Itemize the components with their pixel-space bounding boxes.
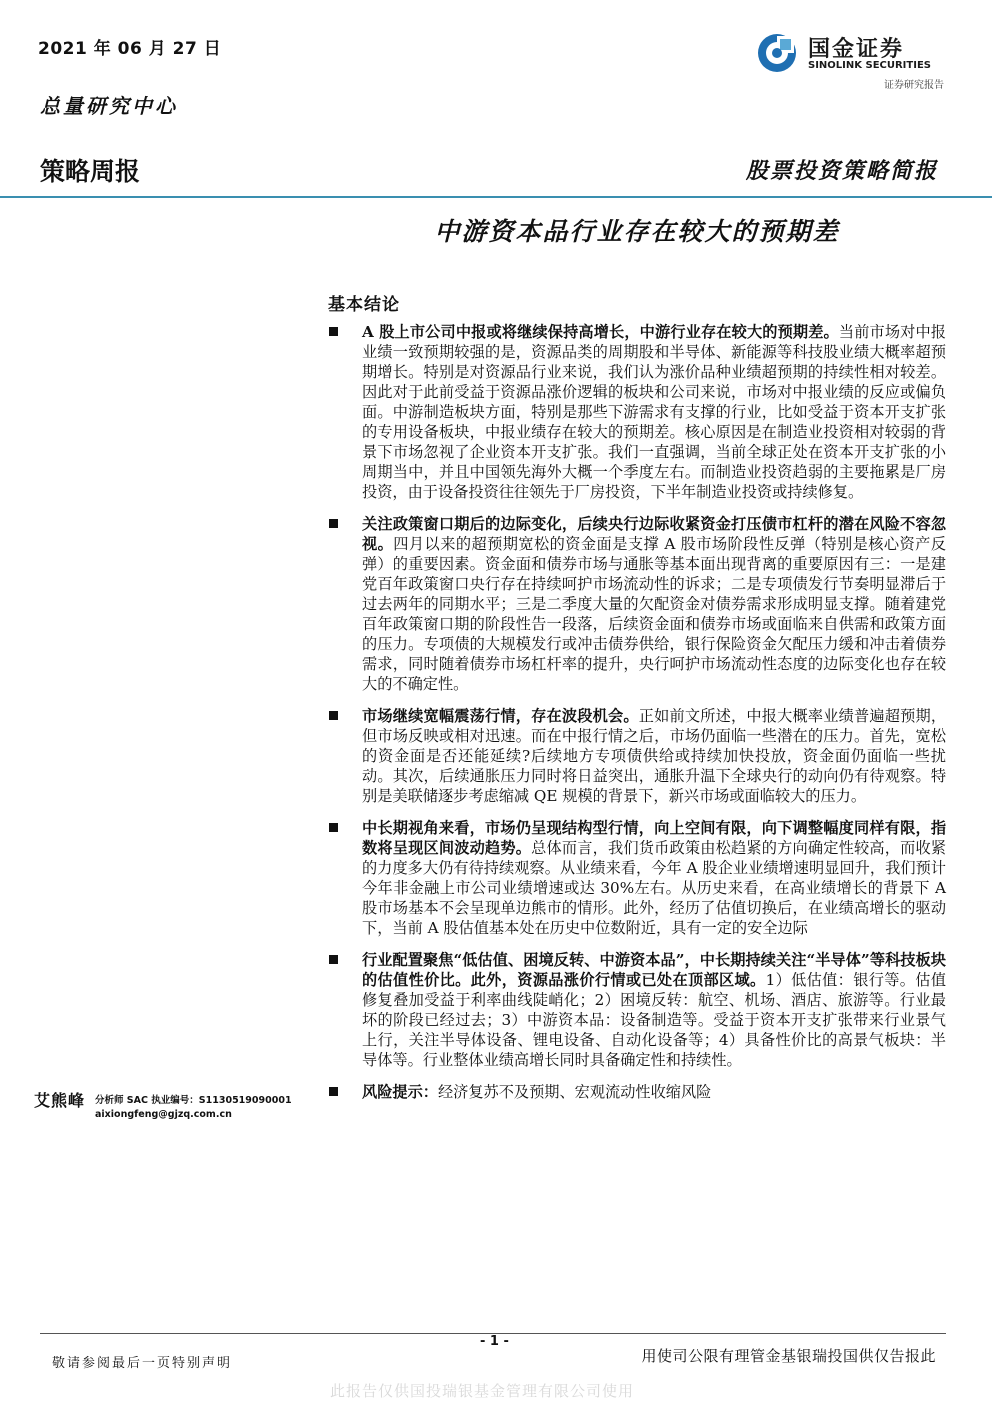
- report-title: 中游资本品行业存在较大的预期差: [434, 217, 840, 246]
- bullet-square-icon: [329, 823, 338, 832]
- analyst-license: 分析师 SAC 执业编号：S1130519090001: [95, 1095, 292, 1106]
- watermark: 此报告仅供国投瑞银基金管理有限公司使用: [330, 1382, 635, 1400]
- bullet-text: 总体而言，我们货币政策由松趋紧的方向确定性较高，而收紧的力度多大仍有待持续观察。从业绩来看，今年 A 股企业业绩增速明显回升，我们预计今年非金融上市公司业绩增速或达 30%左右。从历史来看，在高业绩增长的背景下 A 股市场基本不会呈现单边熊市的情形。此外，经历了估值切换后，在业绩高增长的驱动下，当前 A 股估值基本处在历史中位数附近，具有一定的安全边际: [362, 839, 947, 937]
- footer-right-text: 用使司公限有理管金基银瑞投国供仅告报此: [641, 1347, 936, 1365]
- list-item: [326, 818, 946, 938]
- bullet-square-icon: [329, 1087, 338, 1096]
- list-item: [326, 322, 946, 502]
- analyst-info: [95, 1094, 292, 1122]
- bullet-lead: 中长期视角来看，市场仍呈现结构型行情，向上空间有限，向下调整幅度同样有限，指数将呈现区间波动趋势。: [362, 819, 946, 857]
- research-center: 总量研究中心: [40, 94, 178, 118]
- conclusion-list: [326, 322, 946, 1114]
- report-category: 股票投资策略简报: [745, 158, 938, 184]
- bullet-lead: 风险提示：: [362, 1083, 438, 1101]
- bullet-text: 当前市场对中报业绩一致预期较强的是，资源品类的周期股和半导体、新能源等科技股业绩大概率超预期增长。特别是对资源品行业来说，我们认为涨价品种业绩超预期的持续性相对较差。因此对于此前受益于资源品涨价逻辑的板块和公司来说，市场对中报业绩的反应或偏负面。中游制造板块方面，特别是那些下游需求有支撑的行业，比如受益于资本开支扩张的专用设备板块，中报业绩存在较大的预期差。核心原因是在制造业投资相对较弱的背景下市场忽视了企业资本开支扩张。我们一直强调，当前全球正处在资本开支扩张的小周期当中，并且中国领先海外大概一个季度左右。而制造业投资趋弱的主要拖累是厂房投资，由于设备投资往往领先于厂房投资，下半年制造业投资或持续修复。: [362, 323, 946, 501]
- sinolink-logo-icon: [756, 32, 798, 74]
- analyst-email[interactable]: aixiongfeng@gjzq.com.cn: [95, 1109, 232, 1120]
- bullet-square-icon: [329, 711, 338, 720]
- list-item: [326, 950, 946, 1070]
- list-item: [326, 514, 946, 694]
- bullet-square-icon: [329, 327, 338, 336]
- bullet-lead: 市场继续宽幅震荡行情，存在波段机会。: [362, 707, 639, 725]
- bullet-text: 经济复苏不及预期、宏观流动性收缩风险: [437, 1083, 712, 1101]
- bullet-lead: A 股上市公司中报或将继续保持高增长，中游行业存在较大的预期差。: [362, 323, 839, 341]
- logo-name-en: SINOLINK SECURITIES: [808, 60, 931, 71]
- footer-disclaimer: 敬请参阅最后一页特别声明: [52, 1356, 233, 1371]
- bullet-text: 正如前文所述，中报大概率业绩普遍超预期，但市场反映或相对迅速。而在中报行情之后，市场仍面临一些潜在的压力。首先，宽松的资金面是否还能延续?后续地方专项债供给或持续加快投放，资金面仍面临一些扰动。其次，后续通胀压力同时将日益突出，通胀升温下全球央行的动向仍有待观察。特别是美联储逐步考虑缩减 QE 规模的背景下，新兴市场或面临较大的压力。: [362, 707, 947, 805]
- company-logo: [756, 30, 946, 92]
- list-item: [326, 706, 946, 806]
- bullet-text: 1）低估值：银行等。估值修复叠加受益于利率曲线陡峭化；2）困境反转：航空、机场、酒店、旅游等。行业最坏的阶段已经过去；3）中游资本品：设备制造等。受益于资本开支扩张带来行业景气上行，关注半导体设备、锂电设备、自动化设备等；4）具备性价比的高景气板块：半导体等。行业整体业绩高增长同时具备确定性和持续性。: [362, 971, 947, 1069]
- list-item: [326, 1082, 946, 1102]
- logo-tagline: 证券研究报告: [884, 80, 944, 91]
- page-number: - 1 -: [480, 1334, 509, 1349]
- bullet-lead: 行业配置聚焦“低估值、困境反转、中游资本品”，中长期持续关注“半导体”等科技板块的估值性价比。此外，资源品涨价行情或已处在顶部区域。: [362, 951, 946, 989]
- bullet-square-icon: [329, 955, 338, 964]
- report-type: 策略周报: [40, 157, 141, 186]
- section-heading: 基本结论: [328, 295, 400, 315]
- header-divider: [0, 196, 992, 198]
- bullet-square-icon: [329, 519, 338, 528]
- report-date: 2021 年 06 月 27 日: [38, 39, 222, 59]
- logo-name-cn: 国金证券: [808, 37, 905, 62]
- bullet-lead: 关注政策窗口期后的边际变化，后续央行边际收紧资金打压债市杠杆的潜在风险不容忽视。: [362, 515, 946, 553]
- bullet-text: 四月以来的超预期宽松的资金面是支撑 A 股市场阶段性反弹（特别是核心资产反弹）的重要因素。资金面和债券市场与通胀等基本面出现背离的重要原因有三：一是建党百年政策窗口央行存在持续呵护市场流动性的诉求；二是专项债发行节奏明显滞后于过去两年的同期水平；三是二季度大量的欠配资金对债券需求形成明显支撑。随着建党百年政策窗口期的阶段性告一段落，后续资金面和债券市场或面临来自供需和政策方面的压力。专项债的大规模发行或冲击债券供给，银行保险资金欠配压力缓和冲击着债券需求，同时随着债券市场杠杆率的提升，央行呵护市场流动性态度的边际变化也存在较大的不确定性。: [362, 535, 947, 693]
- analyst-name: 艾熊峰: [34, 1091, 86, 1110]
